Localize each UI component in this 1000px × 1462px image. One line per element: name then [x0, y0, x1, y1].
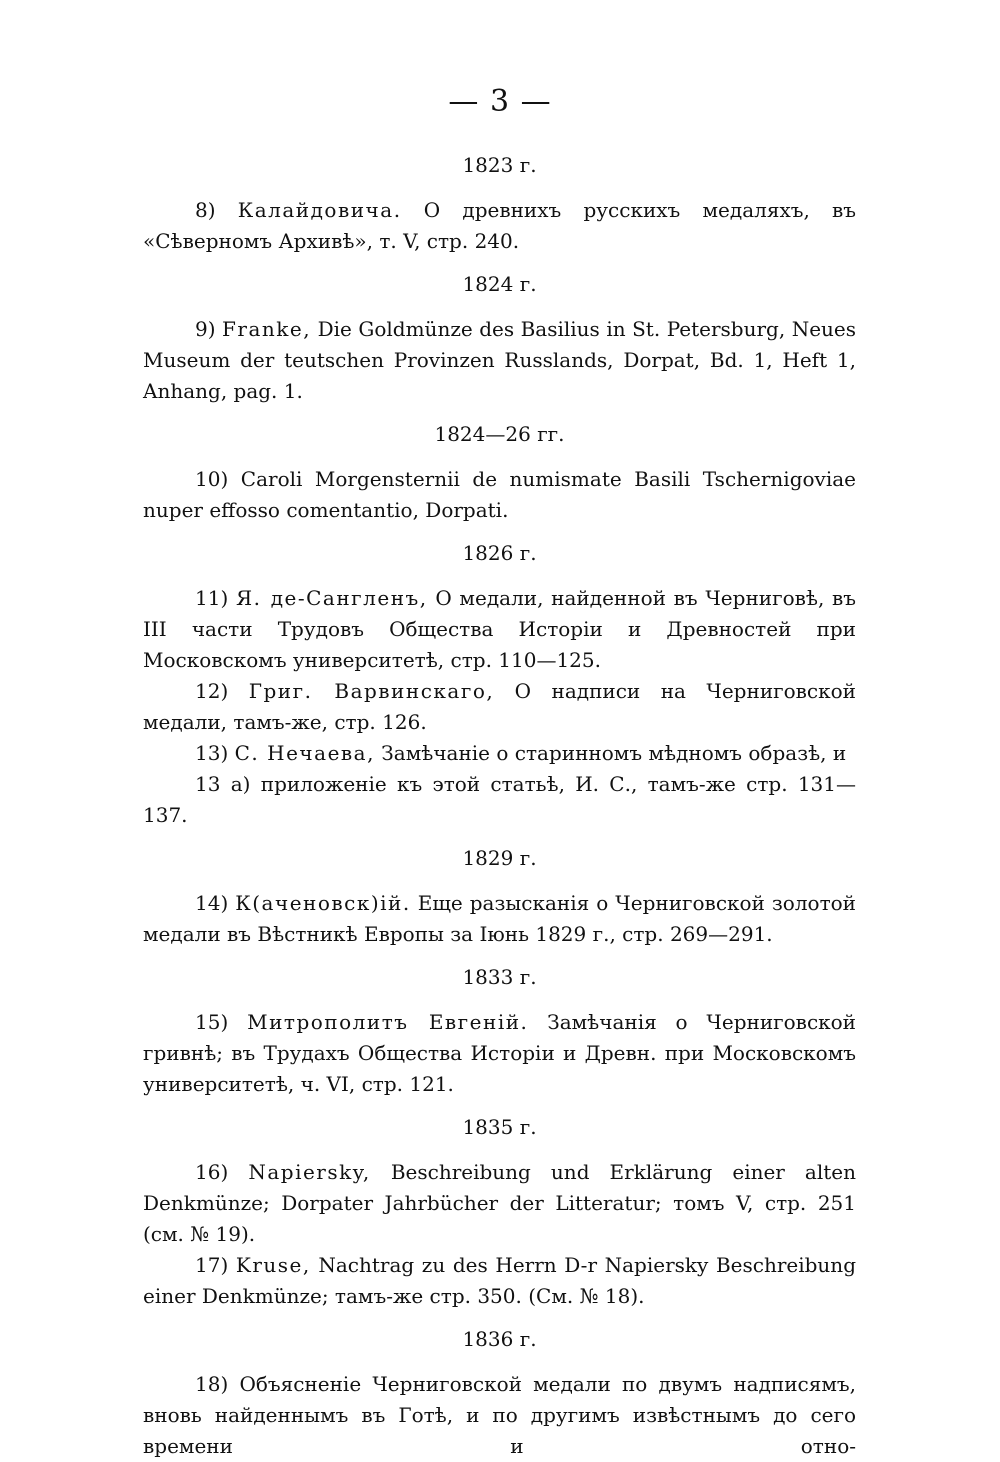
entry-number: 12): [195, 679, 229, 703]
year-heading: 1826 г.: [462, 541, 537, 565]
year-heading: 1836 г.: [462, 1327, 537, 1351]
year-heading: 1829 г.: [462, 846, 537, 870]
entry-text: Beschreibung und Erklärung einer alten Denkmünze; Dorpater Jahrbücher der Litteratur; томъ V, стр. 251 (см. № 19).: [143, 1160, 857, 1246]
bibliography-entry: [143, 1157, 856, 1250]
entry-text: Замѣчаніе о старинномъ мѣдномъ образѣ, и: [374, 741, 847, 765]
entry-author: С. Нечаева,: [234, 741, 375, 765]
entry-text: О древнихъ русскихъ медаляхъ, въ «Сѣверномъ Архивѣ», т. V, стр. 240.: [143, 198, 856, 253]
entry-author: Kruse,: [235, 1253, 311, 1277]
entry-author: К(аченовск)ій.: [235, 891, 411, 915]
entry-author: Митрополитъ Евгеній.: [247, 1010, 529, 1034]
entry-number: 13): [195, 741, 229, 765]
entry-number: 16): [195, 1160, 229, 1184]
bibliography-entry: [143, 738, 856, 769]
year-heading: 1833 г.: [462, 965, 537, 989]
year-heading: 1824—26 гг.: [434, 422, 565, 446]
entry-number: 9): [195, 317, 216, 341]
page-number: — 3 —: [448, 84, 552, 119]
entry-number: 15): [195, 1010, 229, 1034]
entry-text: Caroli Morgensternii de numismate Basili Tschernigoviae nuper effosso comentantio, Dorpati.: [143, 467, 856, 522]
entry-author: Калайдовича.: [237, 198, 402, 222]
entry-text: О медали, найденной въ Черниговѣ, въ III части Трудовъ Общества Исторіи и Древностей при Московскомъ университетѣ, стр. 110—125.: [143, 586, 856, 672]
entry-author: Napiersky,: [248, 1160, 371, 1184]
bibliography-entry: [143, 676, 856, 738]
year-heading: 1823 г.: [462, 153, 537, 177]
entry-text: Еще разысканія о Черниговской золотой медали въ Вѣстникѣ Европы за Іюнь 1829 г., стр. 269—291.: [143, 891, 857, 946]
entry-author: Franke,: [222, 317, 312, 341]
entry-text: приложеніе къ этой статьѣ, И. С., тамъ-же стр. 131—137.: [143, 772, 856, 827]
bibliography-entry: [143, 888, 856, 950]
bibliography-entry: [143, 583, 856, 676]
year-heading: 1835 г.: [462, 1115, 537, 1139]
bibliography-entry: [143, 1369, 856, 1462]
entry-number: 14): [195, 891, 229, 915]
bibliography-list: [143, 150, 856, 1462]
entry-text: Nachtrag zu des Herrn D-r Napiersky Beschreibung einer Denkmünze; тамъ-же стр. 350. (См. № 18).: [143, 1253, 856, 1308]
entry-number: 11): [195, 586, 229, 610]
entry-text: Объясненіе Черниговской медали по двумъ надписямъ, вновь найденнымъ въ Готѣ, и по другимъ извѣстнымъ до сего времени и отно-: [143, 1372, 857, 1458]
bibliography-entry: [143, 1250, 856, 1312]
year-heading: 1824 г.: [462, 272, 537, 296]
entry-number: 8): [195, 198, 216, 222]
entry-text: Замѣчанія о Черниговской гривнѣ; въ Трудахъ Общества Исторіи и Древн. при Московскомъ университетѣ, ч. VI, стр. 121.: [143, 1010, 857, 1096]
entry-number: 10): [195, 467, 229, 491]
bibliography-entry: [143, 1007, 856, 1100]
bibliography-entry: [143, 769, 856, 831]
entry-text: Die Goldmünze des Basilius in St. Petersburg, Neues Museum der teutschen Provinzen Russlands, Dorpat, Bd. 1, Heft 1, Anhang, pag. 1.: [143, 317, 857, 403]
entry-author: Григ. Варвинскаго,: [248, 679, 495, 703]
bibliography-entry: [143, 314, 856, 407]
entry-text: О надписи на Черниговской медали, тамъ-же, стр. 126.: [143, 679, 857, 734]
entry-number: 13 а): [195, 772, 251, 796]
entry-number: 18): [195, 1372, 229, 1396]
bibliography-entry: [143, 464, 856, 526]
entry-number: 17): [195, 1253, 229, 1277]
bibliography-entry: [143, 195, 856, 257]
entry-author: Я. де-Сангленъ,: [235, 586, 428, 610]
